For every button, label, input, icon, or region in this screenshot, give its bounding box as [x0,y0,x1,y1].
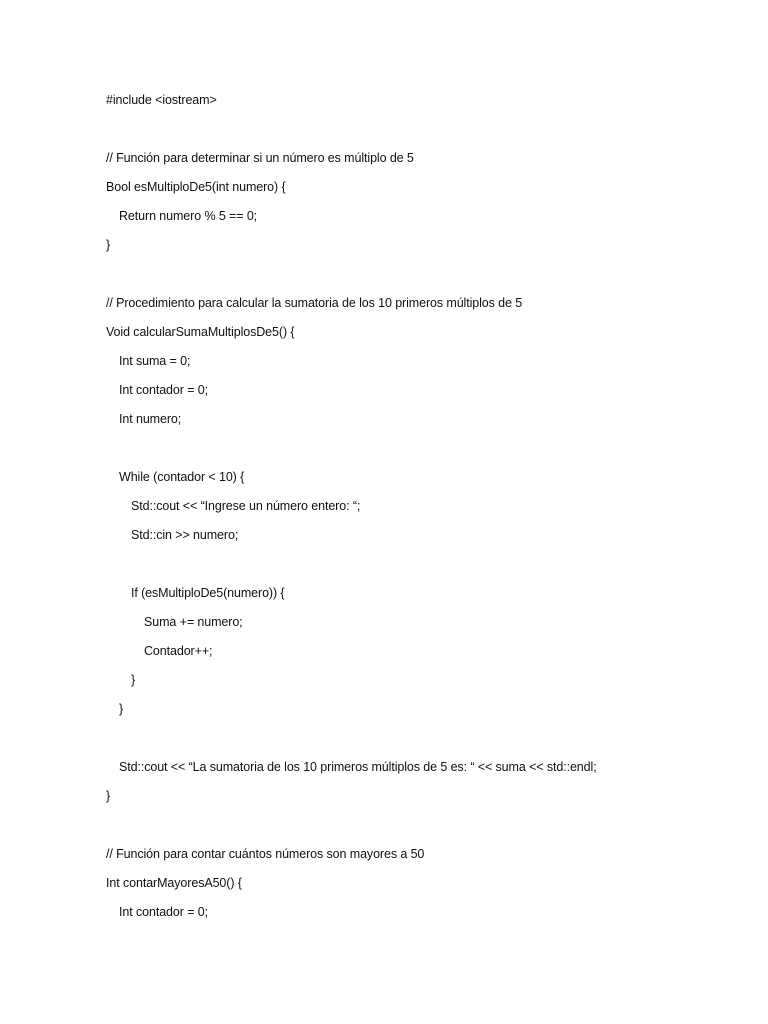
code-line: } [106,789,111,803]
code-line: While (contador < 10) { [119,470,245,484]
code-line: Bool esMultiploDe5(int numero) { [106,180,286,194]
code-line: Int contarMayoresA50() { [106,876,242,890]
code-line: // Función para contar cuántos números son mayores a 50 [106,847,425,861]
code-line: Void calcularSumaMultiplosDe5() { [106,325,295,339]
blank-line [106,816,746,845]
code-line: } [119,702,124,716]
code-line: Int contador = 0; [119,905,208,919]
code-line: Std::cin >> numero; [131,528,239,542]
code-line: Std::cout << “Ingrese un número entero: “; [131,499,361,513]
blank-line [106,555,746,584]
blank-line [106,120,746,149]
code-line: Int numero; [119,412,182,426]
blank-line [106,439,746,468]
code-line: } [106,238,111,252]
code-line: Contador++; [144,644,213,658]
code-line: If (esMultiploDe5(numero)) { [131,586,285,600]
code-line: Int contador = 0; [119,383,208,397]
code-block [106,91,746,932]
code-line: Suma += numero; [144,615,243,629]
code-line: Int suma = 0; [119,354,191,368]
code-line: Std::cout << “La sumatoria de los 10 primeros múltiplos de 5 es: “ << suma << std::endl; [119,760,597,774]
blank-line [106,265,746,294]
code-line: #include <iostream> [106,93,217,107]
code-line: // Procedimiento para calcular la sumatoria de los 10 primeros múltiplos de 5 [106,296,523,310]
code-line: } [131,673,136,687]
code-line: Return numero % 5 == 0; [119,209,258,223]
blank-line [106,729,746,758]
code-line: // Función para determinar si un número es múltiplo de 5 [106,151,414,165]
